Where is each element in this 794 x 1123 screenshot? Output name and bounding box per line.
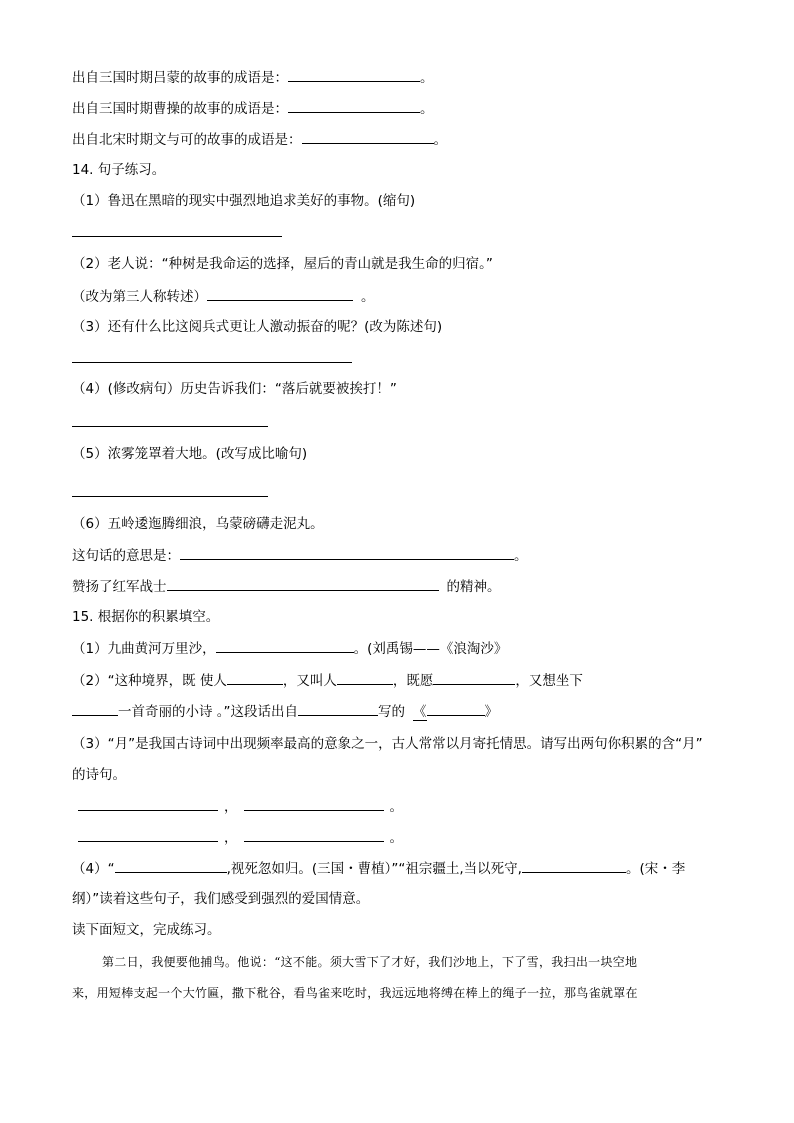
- q14-item-6: （6）五岭逶迤腾细浪，乌蒙磅礴走泥丸。: [72, 516, 324, 532]
- idiom-question-2: [72, 98, 434, 118]
- idiom-answer-blank-2[interactable]: [288, 98, 420, 113]
- source-text: 。(刘禹锡——《浪淘沙》: [353, 641, 508, 657]
- q14-answer-line-1[interactable]: [72, 236, 282, 237]
- q14-answer-line-3[interactable]: [72, 362, 352, 363]
- q15-blank-2d[interactable]: [72, 701, 118, 716]
- idiom-question-3: [72, 129, 447, 149]
- q14-item-6-meaning: [72, 545, 528, 565]
- period: 。: [389, 799, 403, 815]
- sentence-text: （5）浓雾笼罩着大地: [72, 446, 203, 462]
- q15-work-blank[interactable]: [427, 701, 485, 716]
- suffix-text: 的精神。: [446, 579, 501, 595]
- q14-item-6-praise: [72, 576, 501, 596]
- book-title-close: 》: [484, 704, 499, 720]
- comma: ，: [224, 799, 238, 815]
- q15-moon-blank-1a[interactable]: [78, 796, 218, 811]
- q15-blank-2a[interactable]: [227, 670, 283, 685]
- period: 。: [514, 548, 528, 564]
- idiom-answer-blank-1[interactable]: [288, 67, 420, 82]
- source-text: 。(宋・李: [625, 861, 686, 877]
- quote-text: ,视死忽如归。(三国・曹植）”“祖宗疆土,当以死守,: [226, 861, 522, 877]
- quote-text: 一首奇丽的小诗 。”这段话出自: [118, 704, 299, 720]
- idiom-prompt-3: 出自北宋时期文与可的故事的成语是：: [72, 132, 302, 148]
- q15-item-3-cont: 的诗句。: [72, 767, 126, 783]
- question-15-title: 15. 根据你的积累填空。: [72, 609, 220, 625]
- comma: ，: [224, 830, 238, 846]
- q14-spirit-blank[interactable]: [167, 576, 439, 591]
- q14-item-1: （1）鲁迅在黑暗的现实中强烈地追求美好的事物。(缩句): [72, 193, 416, 209]
- q15-moon-blank-2b[interactable]: [244, 827, 384, 842]
- q15-item-1: [72, 638, 507, 658]
- q15-item-2-cont: [72, 701, 498, 721]
- period: 。: [420, 70, 434, 86]
- period: 。: [433, 132, 447, 148]
- book-title-open: 《: [413, 704, 427, 720]
- q14-answer-blank-2[interactable]: [207, 286, 353, 301]
- q15-moon-verse-2: [78, 827, 403, 847]
- q15-blank-2c[interactable]: [433, 670, 515, 685]
- q14-item-2-instruction: [72, 286, 375, 306]
- q15-author-blank[interactable]: [298, 701, 378, 716]
- q15-moon-blank-2a[interactable]: [78, 827, 218, 842]
- quote-text: ，既愿: [392, 673, 434, 689]
- idiom-prompt-1: 出自三国时期吕蒙的故事的成语是：: [72, 70, 288, 86]
- reading-passage-line-1: 第二日，我便要他捕鸟。他说：“这不能。须大雪下了才好，我们沙地上，下了雪，我扫出一块空地: [102, 955, 638, 969]
- period: 。: [420, 101, 434, 117]
- q14-item-4: （4）(修改病句）历史告诉我们：“落后就要被挨打！”: [72, 381, 397, 397]
- period: 。: [389, 830, 403, 846]
- q15-item-4: [72, 858, 685, 878]
- quote-open: （4）“: [72, 861, 115, 877]
- quote-text: （2）“这种境界，既 使人: [72, 673, 227, 689]
- prompt-text: 这句话的意思是：: [72, 548, 180, 564]
- instruction-text: （改为第三人称转述）: [72, 289, 207, 305]
- reading-passage-line-2: 来，用短棒支起一个大竹匾，撒下秕谷，看鸟雀来吃时，我远远地将缚在棒上的绳子一拉，那鸟雀就罩在: [72, 986, 638, 1000]
- q14-item-5: [72, 444, 307, 464]
- q15-item-4-cont: 纲）”读着这些句子，我们感受到强烈的爱国情意。: [72, 891, 370, 907]
- quote-text: ，又叫人: [282, 673, 337, 689]
- q15-blank-4a[interactable]: [115, 858, 227, 873]
- q14-item-3: （3）还有什么比这阅兵式更让人激动振奋的呢？(改为陈述句): [72, 319, 443, 335]
- q15-moon-verse-1: [78, 796, 403, 816]
- idiom-answer-blank-3[interactable]: [302, 129, 434, 144]
- prompt-text: 赞扬了红军战士: [72, 579, 167, 595]
- q15-item-2: [72, 670, 583, 690]
- q15-blank-1[interactable]: [216, 638, 354, 653]
- reading-intro: 读下面短文，完成练习。: [72, 922, 221, 938]
- q14-answer-line-4[interactable]: [72, 426, 268, 427]
- idiom-question-1: [72, 67, 434, 87]
- idiom-prompt-2: 出自三国时期曹操的故事的成语是：: [72, 101, 288, 117]
- q14-meaning-blank[interactable]: [180, 545, 514, 560]
- q15-blank-2b[interactable]: [337, 670, 393, 685]
- q15-blank-4b[interactable]: [522, 858, 626, 873]
- q15-item-3: （3）“月”是我国古诗词中出现频率最高的意象之一，古人常常以月寄托情思。请写出两句你积累的含“月”: [72, 736, 703, 752]
- q14-answer-line-5[interactable]: [72, 496, 268, 497]
- q14-item-2: （2）老人说：“种树是我命运的选择，屋后的青山就是我生命的归宿。”: [72, 256, 493, 272]
- poem-line: （1）九曲黄河万里沙，: [72, 641, 216, 657]
- quote-text: ，又想坐下: [515, 673, 583, 689]
- instruction-text: 。(改写成比喻句): [202, 446, 308, 462]
- question-14-title: 14. 句子练习。: [72, 162, 166, 178]
- q15-moon-blank-1b[interactable]: [244, 796, 384, 811]
- period: 。: [361, 289, 375, 305]
- quote-text: 写的: [378, 704, 406, 720]
